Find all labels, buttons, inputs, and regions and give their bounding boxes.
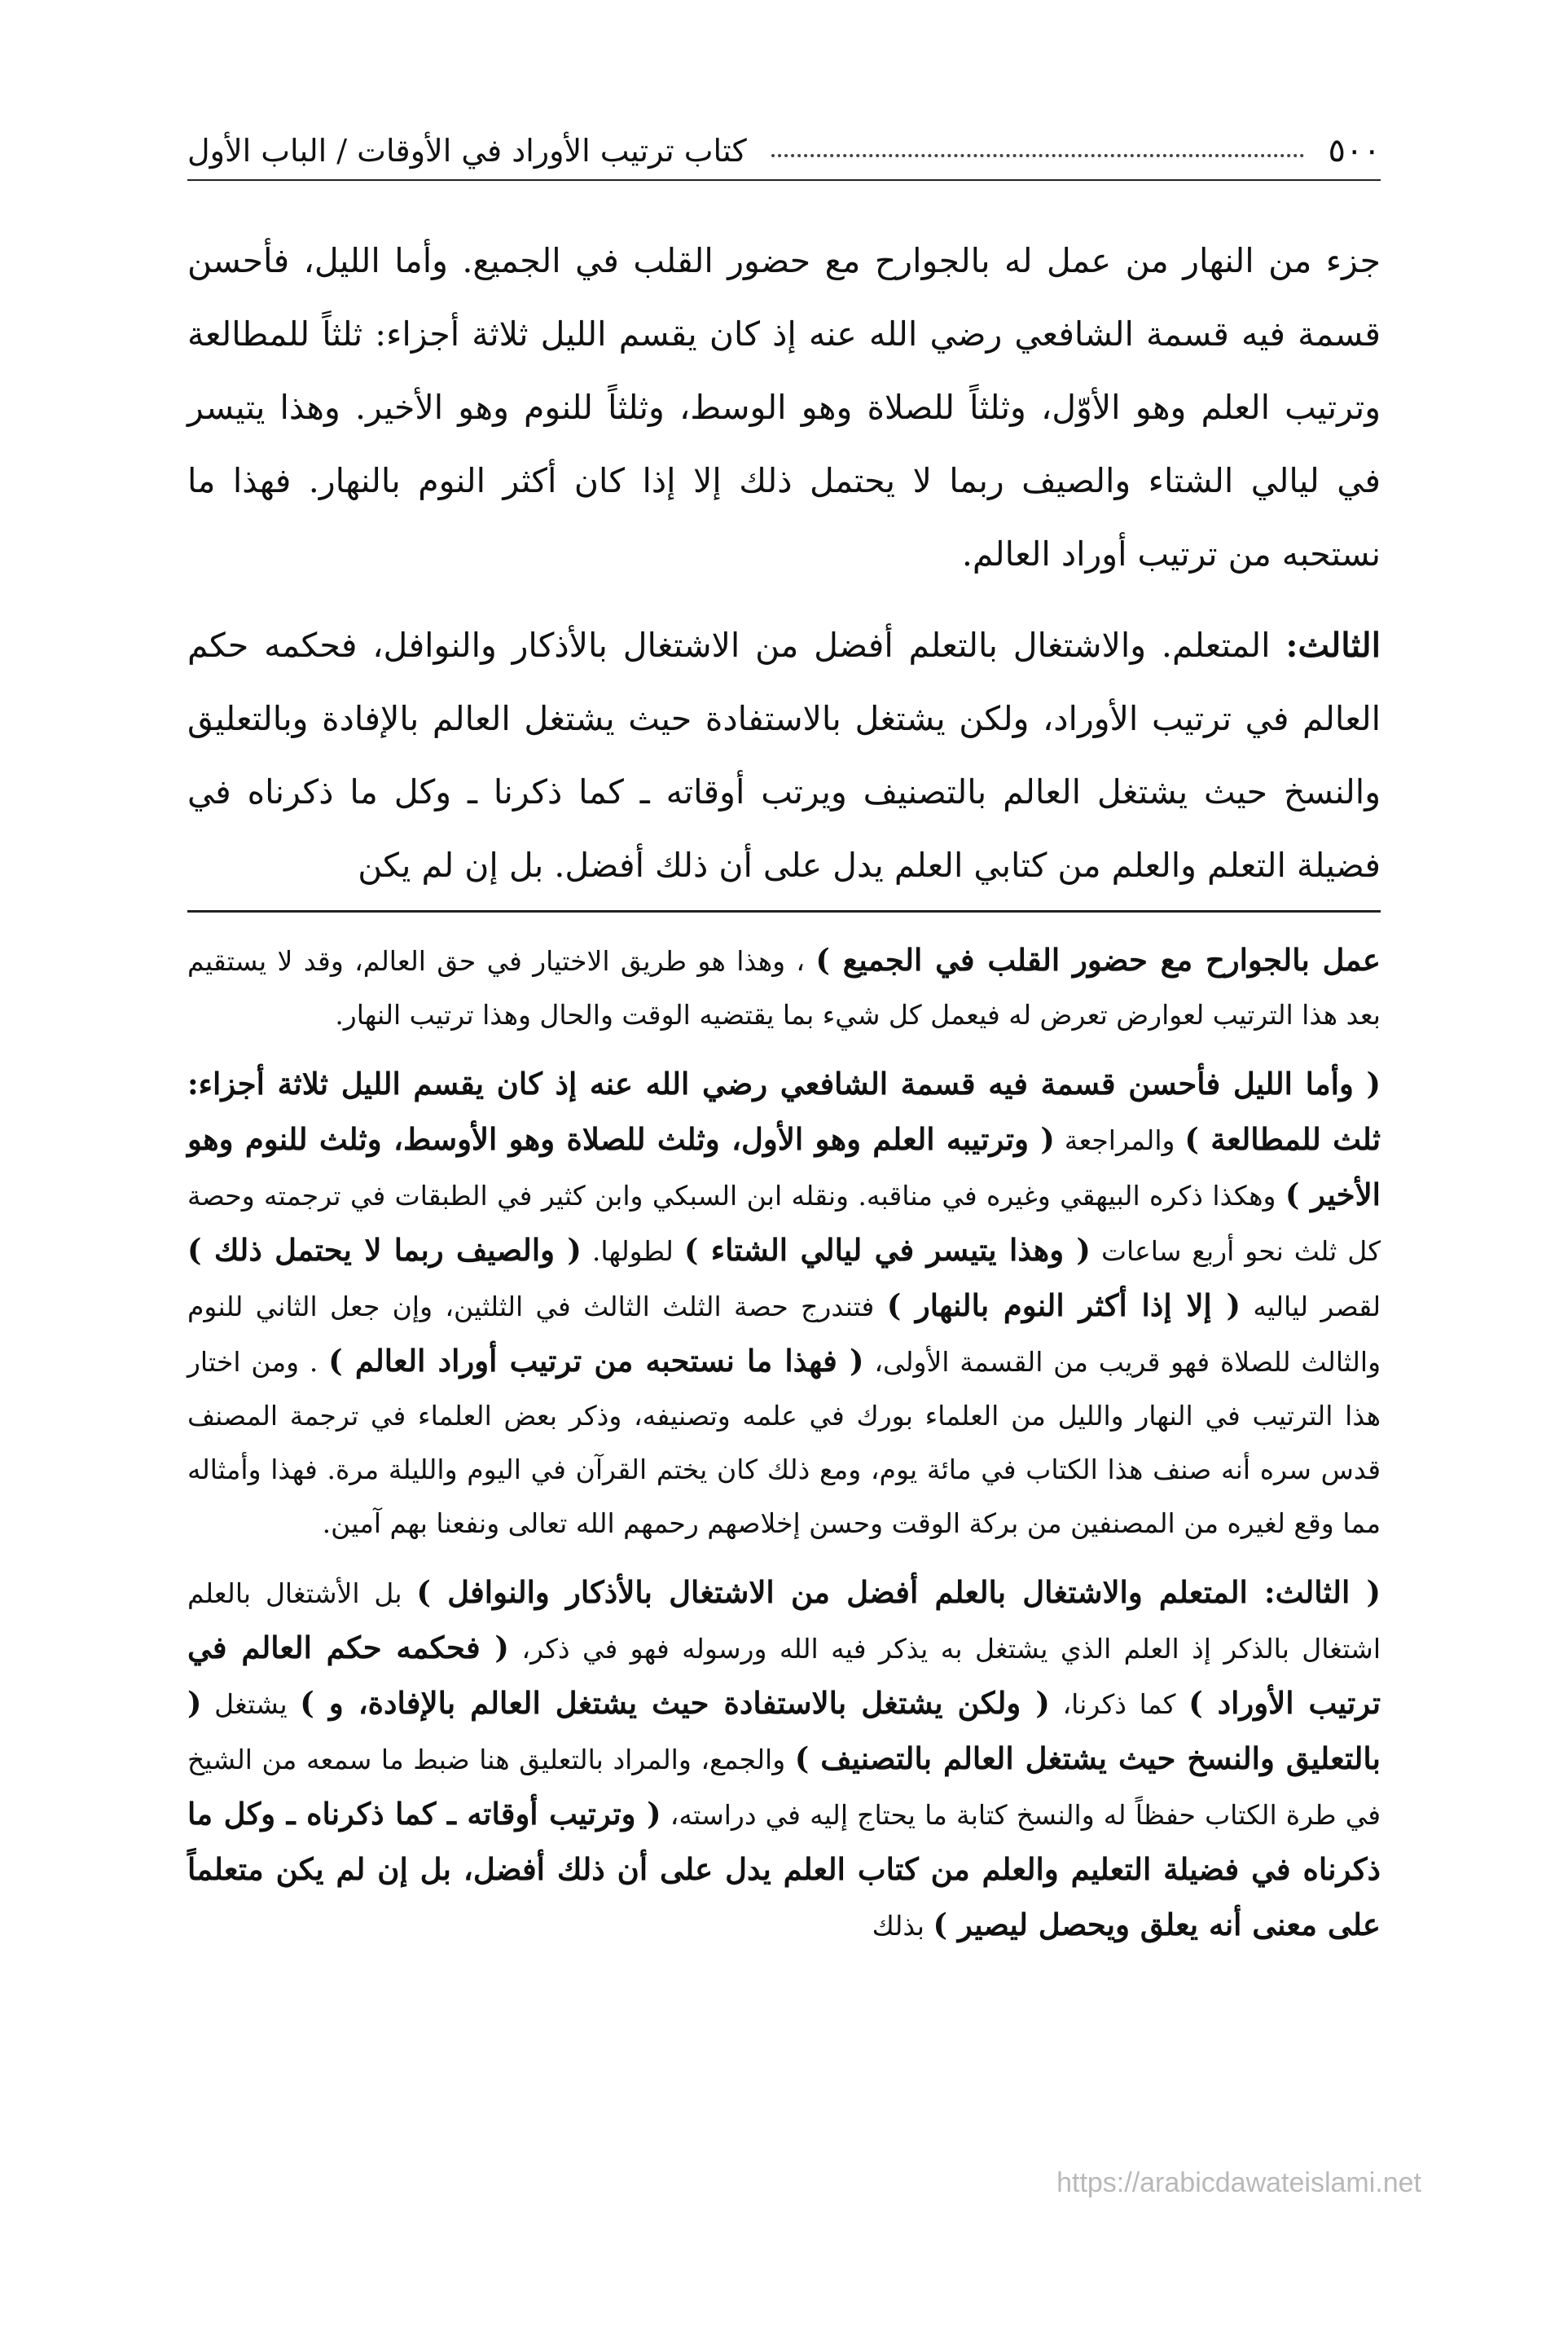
commentary-text: فتندرج حصة الثلث الثالث في الثلثين، وإن جعل الثاني للنوم والثالث للصلاة فهو قريب من القسمة الأولى، — [187, 1291, 1381, 1378]
commentary-text: لطولها. — [591, 1235, 674, 1267]
commentary-text: بذلك — [872, 1910, 925, 1942]
commentary-paragraph — [187, 1565, 1381, 1953]
page-header — [187, 122, 1381, 181]
quoted-text: ( إلا إذا أكثر النوم بالنهار ) — [886, 1287, 1241, 1323]
commentary-text: لقصر لياليه — [1253, 1291, 1381, 1322]
quoted-text: ( وترتيب أوقاته ـ كما ذكرناه ـ وكل ما ذكرناه في فضيلة التعليم والعلم من كتاب العلم يدل على أن ذلك أفضل، بل إن لم يكن متعلماً على معنى أنه يعلق ويحصل ليصير ) — [187, 1796, 1381, 1942]
commentary — [187, 933, 1381, 1968]
quoted-text: ( فحكمه حكم العالم في ترتيب الأوراد ) — [187, 1630, 1381, 1721]
quoted-text: ( وهذا يتيسر في ليالي الشتاء ) — [683, 1232, 1091, 1268]
quoted-text: عمل بالجوارح مع حضور القلب في الجميع ) — [815, 942, 1381, 978]
section-label: الثالث: — [1285, 626, 1381, 665]
main-paragraph-text: المتعلم. والاشتغال بالتعلم أفضل من الاشتغال بالأذكار والنوافل، فحكمه حكم العالم في ترتيب الأوراد، ولكن يشتغل بالاستفادة حيث يشتغل العالم بالإفادة وبالتعليق والنسخ حيث يشتغل العالم بالتصنيف ويرتب أوقاته ـ كما ذكرنا ـ وكل ما ذكرناه في فضيلة التعلم والعلم من كتابي العلم يدل على أن ذلك أفضل. بل إن لم يكن — [187, 626, 1381, 885]
commentary-text: ، وهذا هو طريق الاختيار في حق العالم، وقد لا يستقيم بعد هذا الترتيب لعوارض تعرض له فيعمل كل شيء بما يقتضيه الوقت والحال وهذا ترتيب النهار. — [187, 945, 1381, 1031]
dotted-leader — [771, 154, 1304, 157]
quoted-text: ( الثالث: المتعلم والاشتغال بالعلم أفضل من الاشتغال بالأذكار والنوافل ) — [416, 1574, 1381, 1610]
commentary-text: والجمع، والمراد بالتعليق هنا ضبط ما سمعه من الشيخ في طرة الكتاب حفظاً له والنسخ كتابة ما يحتاج إليه في دراسته، — [187, 1744, 1381, 1831]
quoted-text: ( وأما الليل فأحسن قسمة فيه قسمة الشافعي رضي الله عنه إذ كان يقسم الليل ثلاثة أجزاء: ثلث للمطالعة ) — [187, 1066, 1381, 1157]
commentary-text: كما ذكرنا، — [1062, 1688, 1176, 1720]
commentary-text: والمراجعة — [1064, 1124, 1175, 1156]
commentary-text: بل الأشتغال بالعلم اشتغال بالذكر إذ العلم الذي يشتغل به يذكر فيه الله ورسوله فهو في ذكر، — [187, 1577, 1381, 1665]
commentary-paragraph — [187, 933, 1381, 1042]
quoted-text: ( والصيف ربما لا يحتمل ذلك ) — [187, 1232, 582, 1268]
commentary-text: يشتغل — [214, 1688, 288, 1720]
quoted-text: ( وترتيبه العلم وهو الأول، وثلث للصلاة وهو الأوسط، وثلث للنوم وهو الأخير ) — [187, 1121, 1381, 1212]
quoted-text: ( فهذا ما نستحبه من ترتيب أوراد العالم ) — [328, 1343, 864, 1379]
quoted-text: ( ولكن يشتغل بالاستفادة حيث يشتغل العالم بالإفادة، و ) — [300, 1685, 1050, 1721]
main-paragraph — [187, 609, 1381, 902]
page-number: ٥٠٠ — [1328, 132, 1381, 169]
main-paragraph: جزء من النهار من عمل له بالجوارح مع حضور القلب في الجميع. وأما الليل، فأحسن قسمة فيه قسمة الشافعي رضي الله عنه إذ كان يقسم الليل ثلاثة أجزاء: ثلثاً للمطالعة وترتيب العلم وهو الأوّل، وثلثاً للصلاة وهو الوسط، وثلثاً للنوم وهو الأخير. وهذا يتيسر في ليالي الشتاء والصيف ربما لا يحتمل ذلك إلا إذا كان أكثر النوم بالنهار. فهذا ما نستحبه من ترتيب أوراد العالم. — [187, 241, 1381, 574]
watermark-url: https://arabicdawateislami.net — [1056, 2167, 1421, 2198]
commentary-paragraph — [187, 1057, 1381, 1551]
running-title: كتاب ترتيب الأوراد في الأوقات / الباب الأول — [187, 133, 747, 169]
footnote-divider — [187, 910, 1381, 913]
quoted-text: ( بالتعليق والنسخ حيث يشتغل العالم بالتصنيف ) — [187, 1685, 1381, 1776]
main-text — [187, 224, 1381, 920]
commentary-text: وهكذا ذكره البيهقي وغيره في مناقبه. ونقله ابن السبكي وابن كثير في الطبقات في ترجمته وحصة كل ثلث نحو أربع ساعات — [187, 1180, 1381, 1267]
commentary-text: . ومن اختار هذا الترتيب في النهار والليل من العلماء بورك في علمه وتصنيفه، وذكر بعض العلماء في ترجمة المصنف قدس سره أنه صنف هذا الكتاب في مائة يوم، ومع ذلك كان يختم القرآن في اليوم والليلة مرة. فهذا وأمثاله مما وقع لغيره من المصنفين من بركة الوقت وحسن إخلاصهم رحمهم الله تعالى ونفعنا بهم آمين. — [187, 1346, 1381, 1539]
